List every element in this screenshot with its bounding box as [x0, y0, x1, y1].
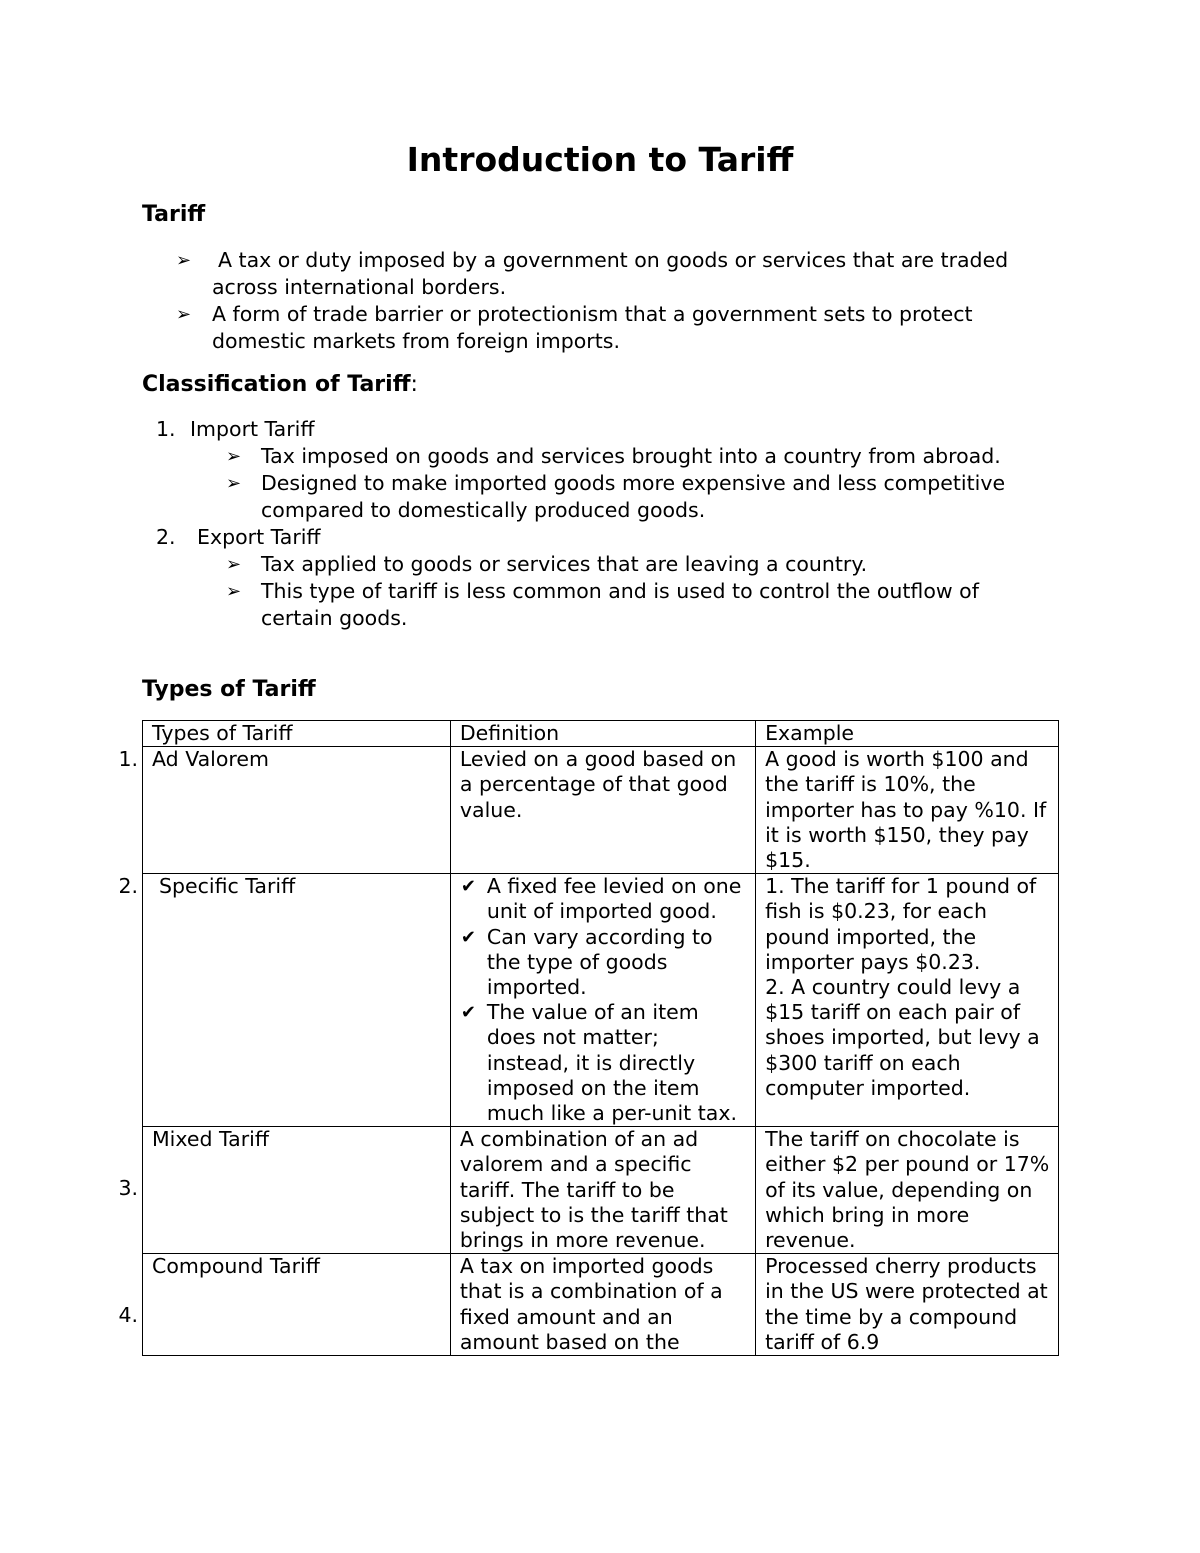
heading-colon: :	[410, 372, 418, 397]
list-item	[461, 925, 747, 1001]
arrow-bullet-icon: ➢	[226, 554, 242, 575]
item-number: 1.	[156, 417, 176, 441]
definition-cell: A combination of an ad valorem and a specific tariff. The tariff to be subject to is the tariff that brings in more revenue.	[450, 1127, 755, 1254]
tariff-types-table	[142, 720, 1059, 1356]
list-item	[226, 443, 1056, 470]
table-row	[143, 1127, 1059, 1254]
list-item	[461, 874, 747, 924]
list-item	[226, 470, 1056, 524]
check-text: A fixed fee levied on one unit of imported good.	[486, 874, 742, 924]
types-heading: Types of Tariff	[142, 677, 316, 702]
bullet-text: A tax or duty imposed by a government on goods or services that are traded across international borders.	[212, 248, 1009, 299]
check-text: Can vary according to the type of goods imported.	[486, 924, 713, 1000]
header-cell: Example	[756, 721, 1059, 747]
tariff-heading: Tariff	[142, 202, 206, 227]
row-number: 2.	[118, 874, 138, 898]
checkmark-icon: ✔	[460, 876, 476, 898]
bullet-text: Tax applied to goods or services that are leaving a country.	[261, 552, 868, 576]
item-number: 2.	[156, 525, 176, 549]
example-cell: The tariff on chocolate is either $2 per pound or 17% of its value, depending on which bring in more revenue.	[756, 1127, 1059, 1254]
item-label: Import Tariff	[190, 417, 315, 441]
bullet-text: Tax imposed on goods and services brought into a country from abroad.	[261, 444, 1001, 468]
checkmark-icon: ✔	[460, 926, 476, 948]
example-cell: 1. The tariff for 1 pound of fish is $0.23, for each pound imported, the importer pays $0.23. 2. A country could levy a $15 tariff on each pair of shoes imported, but levy a $300 tariff on each computer imported.	[756, 874, 1059, 1127]
tariff-bullet-list	[176, 247, 1056, 355]
header-cell: Types of Tariff	[143, 721, 451, 747]
bullet-text: Designed to make imported goods more expensive and less competitive compared to domestically produced goods.	[261, 471, 1006, 522]
list-item	[156, 416, 1056, 443]
export-bullet-list	[156, 551, 1056, 632]
classification-heading-text: Classification of Tariff	[142, 372, 411, 397]
example-cell: A good is worth $100 and the tariff is 10%, the importer has to pay %10. If it is worth $150, they pay $15.	[756, 747, 1059, 874]
bullet-text: This type of tariff is less common and is used to control the outflow of certain goods.	[261, 579, 979, 630]
list-item	[176, 301, 1056, 355]
arrow-bullet-icon: ➢	[176, 250, 192, 271]
list-item	[176, 247, 1056, 301]
row-number: 3.	[118, 1176, 138, 1200]
definition-cell: A tax on imported goods that is a combination of a fixed amount and an amount based on the	[450, 1254, 755, 1356]
row-number: 1.	[118, 747, 138, 771]
bullet-text: A form of trade barrier or protectionism that a government sets to protect domestic markets from foreign imports.	[212, 302, 973, 353]
table-row	[143, 874, 1059, 1127]
type-cell: Compound Tariff	[143, 1254, 451, 1356]
classification-list	[156, 416, 1056, 632]
page-title: Introduction to Tariff	[406, 140, 794, 179]
type-cell: Mixed Tariff	[143, 1127, 451, 1254]
definition-cell	[450, 874, 755, 1127]
arrow-bullet-icon: ➢	[226, 581, 242, 602]
checkmark-icon: ✔	[460, 1002, 476, 1024]
arrow-bullet-icon: ➢	[176, 304, 192, 325]
arrow-bullet-icon: ➢	[226, 446, 242, 467]
example-cell: Processed cherry products in the US were protected at the time by a compound tariff of 6.9	[756, 1254, 1059, 1356]
header-cell: Definition	[450, 721, 755, 747]
table-row	[143, 1254, 1059, 1356]
type-cell: Ad Valorem	[143, 747, 451, 874]
list-item	[461, 1000, 747, 1126]
list-item	[156, 524, 1056, 551]
type-cell: Specific Tariff	[143, 874, 451, 1127]
arrow-bullet-icon: ➢	[226, 473, 242, 494]
table-row	[143, 747, 1059, 874]
item-label: Export Tariff	[197, 525, 321, 549]
table-header-row	[143, 721, 1059, 747]
check-text: The value of an item does not matter; instead, it is directly imposed on the item much like a per-unit tax.	[486, 1000, 737, 1126]
row-number: 4.	[118, 1303, 138, 1327]
classification-heading	[142, 370, 418, 400]
definition-check-list	[461, 874, 747, 1126]
definition-cell: Levied on a good based on a percentage of that good value.	[450, 747, 755, 874]
list-item	[226, 578, 1056, 632]
import-bullet-list	[156, 443, 1056, 524]
list-item	[226, 551, 1056, 578]
